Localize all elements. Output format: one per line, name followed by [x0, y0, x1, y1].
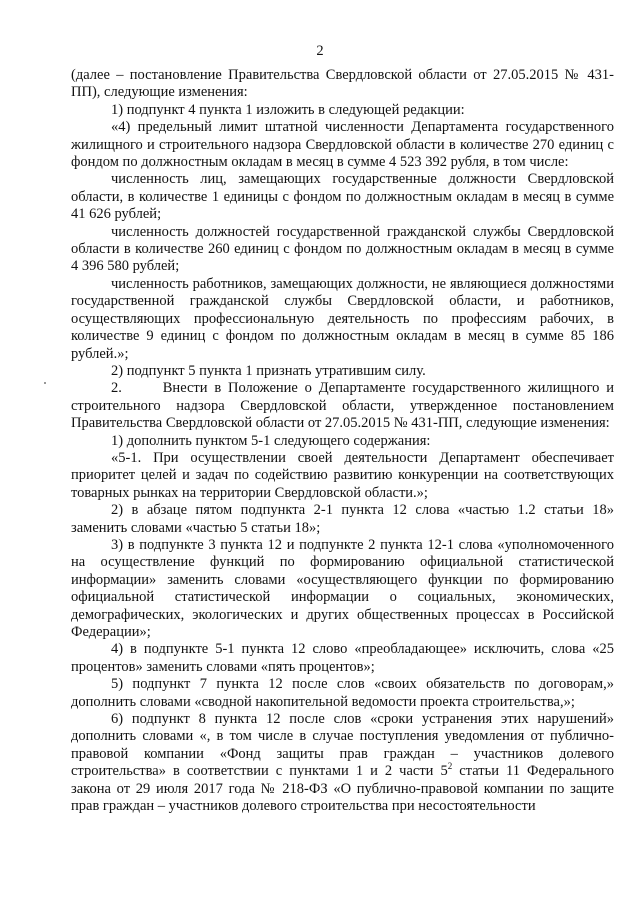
paragraph-section-2: 2. Внести в Положение о Департаменте государственного жилищного и строительного надзора Свердловской области, утвержденное постановлением Правительства Свердловской области от 27.05.2015 № 431-ПП, следующие изменения: [71, 380, 618, 432]
paragraph-civil-service: численность должностей государственной гражданской службы Свердловской области в количестве 260 единиц с фондом по должностным окладам в месяц в сумме 4 396 580 рублей; [71, 223, 614, 275]
paragraph-item-1: 1) подпункт 4 пункта 1 изложить в следующей редакции: [111, 101, 465, 118]
paragraph-amend-5: 5) подпункт 7 пункта 12 после слов «своих обязательств по договорам,» дополнить словами «сводной накопительной ведомости проекта строительства,»; [71, 676, 614, 710]
paragraph-state-positions: численность лиц, замещающих государственные должности Свердловской области, в количестве 1 единицы с фондом по должностным окладам в месяц в сумме 41 626 рублей; [71, 171, 614, 223]
page-number: 2 [316, 43, 324, 59]
paragraph-quote-5-1: «5-1. При осуществлении своей деятельности Департамент обеспечивает приоритет целей и задач по содействию развитию конкуренции на соответствующих товарных рынках на территории Свердловской области.»; [71, 449, 614, 501]
paragraph-amend-6-part1: 6) подпункт 8 пункта 12 после слов «сроки устранения этих нарушений» дополнить словами «, в том числе в случае поступления уведомления от публично-правовой компании «Фонд защиты прав граждан – участников долевого строительства» в соответствии с пунктами 1 и 2 части 5 [71, 711, 614, 780]
document-body [71, 67, 618, 815]
paragraph-other-workers: численность работников, замещающих должности, не являющиеся должностями государственной гражданской службы Свердловской области, и работников, осуществляющих профессиональную деятельность по профессиям рабочих, в количестве 9 единиц с фондом по должностным окладам в месяц в сумме 85 186 рублей.»; [71, 275, 614, 362]
paragraph-amend-2: 2) в абзаце пятом подпункта 2-1 пункта 12 слова «частью 1.2 статьи 18» заменить словами «частью 5 статьи 18»; [71, 502, 614, 536]
paragraph-amend-3: 3) в подпункте 3 пункта 12 и подпункте 2 пункта 12-1 слова «уполномоченного на осуществление функций по формированию официальной статистической информации» заменить словами «осуществляющего функции по формированию официальной статистической информации о социальных, экономических, демографических, экологических и других общественных процессах в Российской Федерации»; [71, 536, 614, 640]
paragraph-amend-6 [71, 711, 614, 815]
paragraph-amend-4: 4) в подпункте 5-1 пункта 12 слово «преобладающее» исключить, слова «25 процентов» заменить словами «пять процентов»; [71, 641, 614, 675]
margin-mark [44, 382, 46, 384]
paragraph-item-2: 2) подпункт 5 пункта 1 признать утратившим силу. [111, 362, 426, 379]
superscript: 2 [447, 761, 453, 772]
paragraph-amend-6-part2: статьи 11 Федерального закона от 29 июля 2017 года № 218-ФЗ «О публично-правовой компании по защите прав граждан – участников долевого строительства при несостоятельности [71, 763, 615, 815]
paragraph-continuation: (далее – постановление Правительства Свердловской области от 27.05.2015 № 431-ПП), следующие изменения: [71, 67, 614, 101]
paragraph-add-5-1: 1) дополнить пунктом 5-1 следующего содержания: [111, 432, 431, 449]
paragraph-quote-4: «4) предельный лимит штатной численности Департамента государственного жилищного и строительного надзора Свердловской области в количестве 270 единиц с фондом по должностным окладам в месяц в сумме 4 523 392 рубля, в том числе: [71, 119, 614, 171]
